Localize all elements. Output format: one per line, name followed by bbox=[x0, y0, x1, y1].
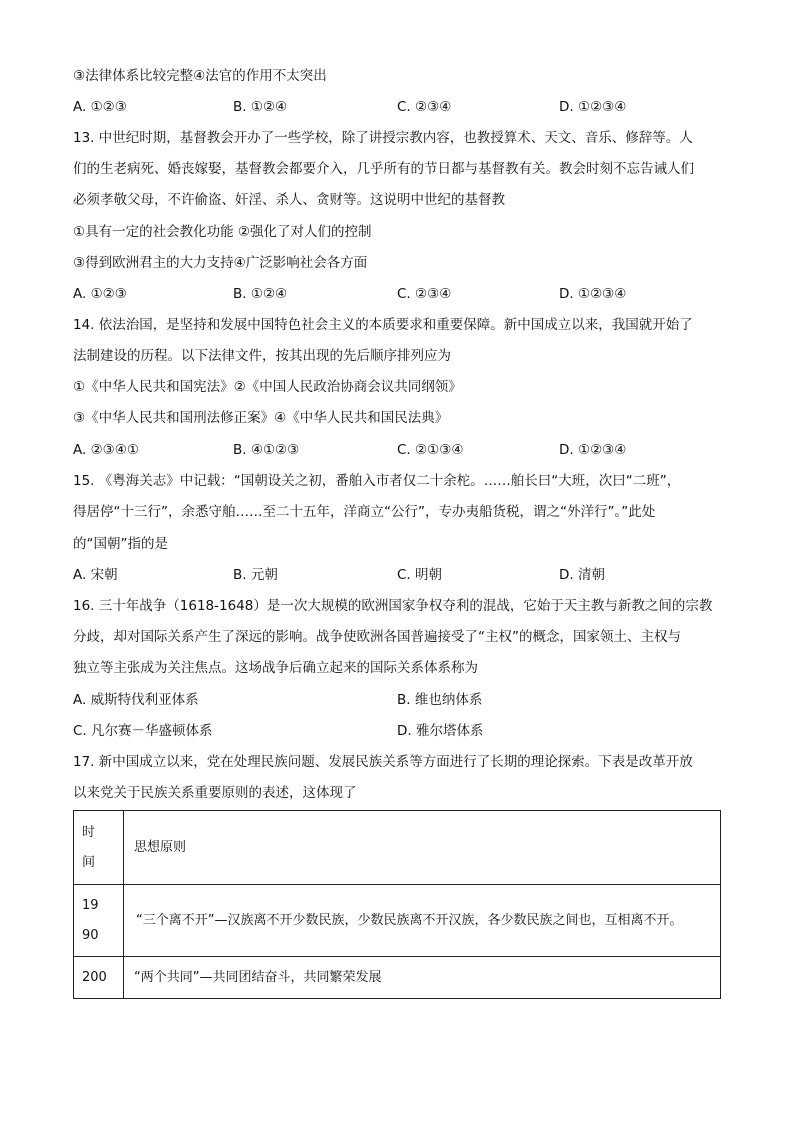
q13-option-a[interactable]: A. ①②③ bbox=[73, 286, 127, 302]
q12-option-d[interactable]: D. ①②③④ bbox=[559, 99, 627, 115]
q16-option-b[interactable]: B. 维也纳体系 bbox=[397, 692, 483, 708]
table-header-row bbox=[74, 811, 721, 885]
q13-option-c[interactable]: C. ②③④ bbox=[397, 286, 452, 302]
q13-option-d[interactable]: D. ①②③④ bbox=[559, 286, 627, 302]
q14-stem-line: 14. 依法治国，是坚持和发展中国特色社会主义的本质要求和重要保障。新中国成立以来，我国就开始了 bbox=[73, 317, 693, 333]
q15-option-b[interactable]: B. 元朝 bbox=[233, 567, 278, 583]
q12-tail: ③法律体系比较完整④法官的作用不太突出 bbox=[73, 68, 327, 84]
q12-option-c[interactable]: C. ②③④ bbox=[397, 99, 452, 115]
q14-option-d[interactable]: D. ①②③④ bbox=[559, 442, 627, 458]
table-cell-principle: “三个离不开”—汉族离不开少数民族，少数民族离不开汉族，各少数民族之间也，互相离不开。 bbox=[124, 885, 721, 957]
q17-stem-line: 以来党关于民族关系重要原则的表述，这体现了 bbox=[73, 785, 357, 801]
q17-table bbox=[73, 810, 721, 999]
q13-stem-line: 必须孝敬父母，不许偷盗、奸淫、杀人、贪财等。这说明中世纪的基督教 bbox=[73, 192, 505, 208]
q15-option-c[interactable]: C. 明朝 bbox=[397, 567, 443, 583]
q15-stem-line: 得居停“十三行”，余悉守舶……至二十五年，洋商立“公行”，专办夷船货税，谓之“外洋行”。”此处 bbox=[73, 504, 656, 520]
q16-option-c[interactable]: C. 凡尔赛－华盛顿体系 bbox=[73, 723, 213, 739]
q14-option-a[interactable]: A. ②③④① bbox=[73, 442, 139, 458]
q16-stem-line: 16. 三十年战争（1618-1648）是一次大规模的欧洲国家争权夺利的混战，它始于天主教与新教之间的宗教 bbox=[73, 598, 713, 614]
table-cell-principle: “两个共同”—共同团结奋斗，共同繁荣发展 bbox=[124, 957, 721, 999]
q14-option-c[interactable]: C. ②①③④ bbox=[397, 442, 464, 458]
table-cell-year: 200 bbox=[74, 957, 124, 999]
q17-stem-line: 17. 新中国成立以来，党在处理民族问题、发展民族关系等方面进行了长期的理论探索。下表是改革开放 bbox=[73, 754, 693, 770]
q13-stem-line: 13. 中世纪时期，基督教会开办了一些学校，除了讲授宗教内容，也教授算术、天文、音乐、修辞等。人 bbox=[73, 130, 693, 146]
table-header-cell: 时间 bbox=[74, 811, 124, 885]
q12-option-a[interactable]: A. ①②③ bbox=[73, 99, 127, 115]
table-cell-year: 1990 bbox=[74, 885, 124, 957]
q15-option-d[interactable]: D. 清朝 bbox=[559, 567, 605, 583]
q13-stem-line: 们的生老病死、婚丧嫁娶，基督教会都要介入，几乎所有的节日都与基督教有关。教会时刻不忘告诫人们 bbox=[73, 161, 694, 177]
table-row bbox=[74, 885, 721, 957]
q13-option-b[interactable]: B. ①②④ bbox=[233, 286, 288, 302]
q14-stem-line: 法制建设的历程。以下法律文件，按其出现的先后顺序排列应为 bbox=[73, 348, 451, 364]
q14-option-b[interactable]: B. ④①②③ bbox=[233, 442, 300, 458]
table-header-cell: 思想原则 bbox=[124, 811, 721, 885]
q13-item-line: ①具有一定的社会教化功能 ②强化了对人们的控制 bbox=[73, 224, 372, 240]
q15-option-a[interactable]: A. 宋朝 bbox=[73, 567, 118, 583]
q16-stem-line: 独立等主张成为关注焦点。这场战争后确立起来的国际关系体系称为 bbox=[73, 660, 478, 676]
table-row bbox=[74, 957, 721, 999]
q13-item-line: ③得到欧洲君主的大力支持④广泛影响社会各方面 bbox=[73, 255, 368, 271]
q14-item-line: ①《中华人民共和国宪法》②《中国人民政治协商会议共同纲领》 bbox=[73, 379, 462, 395]
q16-stem-line: 分歧，却对国际关系产生了深远的影响。战争使欧洲各国普遍接受了“主权”的概念，国家领土、主权与 bbox=[73, 629, 681, 645]
q14-item-line: ③《中华人民共和国刑法修正案》④《中华人民共和国民法典》 bbox=[73, 410, 449, 426]
q16-option-d[interactable]: D. 雅尔塔体系 bbox=[397, 723, 484, 739]
q15-stem-line: 15. 《粤海关志》中记载：“国朝设关之初，番舶入市者仅二十余柁。……舶长曰“大班，次曰“二班”， bbox=[73, 473, 681, 489]
q15-stem-line: 的“国朝”指的是 bbox=[73, 536, 168, 552]
q16-option-a[interactable]: A. 威斯特伐利亚体系 bbox=[73, 692, 199, 708]
q12-option-b[interactable]: B. ①②④ bbox=[233, 99, 288, 115]
